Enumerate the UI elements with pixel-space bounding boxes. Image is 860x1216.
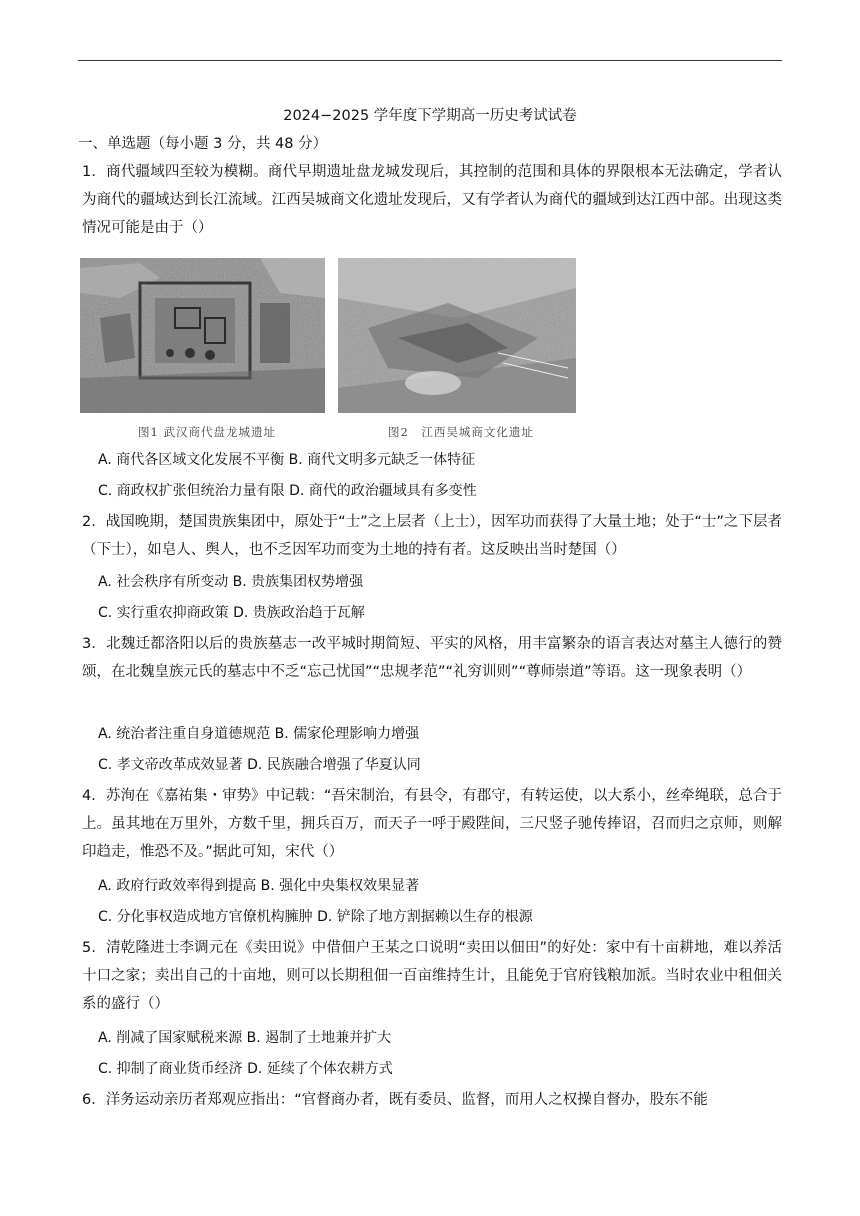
section-heading: 一、单选题（每小题 3 分，共 48 分） xyxy=(78,136,328,152)
question-number: 3． xyxy=(82,636,107,652)
question-5-options-cd: C. 抑制了商业货币经济 D. 延续了个体农耕方式 xyxy=(98,1061,393,1077)
question-5 xyxy=(82,934,782,1018)
figure-group xyxy=(80,258,580,444)
header-rule xyxy=(78,60,782,61)
question-1-options-cd: C. 商政权扩张但统治力量有限 D. 商代的政治疆域具有多变性 xyxy=(98,483,477,499)
question-stem: 商代疆域四至较为模糊。商代早期遗址盘龙城发现后，其控制的范围和具体的界限根本无法确定，学者认为商代的疆域达到长江流域。江西吴城商文化遗址发现后，又有学者认为商代的疆域到达江西中部。出现这类情况可能是由于（） xyxy=(82,164,782,236)
question-stem: 北魏迁都洛阳以后的贵族墓志一改平城时期简短、平实的风格，用丰富繁杂的语言表达对墓主人德行的赞颂，在北魏皇族元氏的墓志中不乏“忘己忧国”“忠规孝范”“礼穷训则”“尊师崇道”等语。这一现象表明（） xyxy=(82,636,782,680)
question-3-options-ab: A. 统治者注重自身道德规范 B. 儒家伦理影响力增强 xyxy=(98,726,420,742)
exam-title: 2024−2025 学年度下学期高一历史考试试卷 xyxy=(283,108,577,124)
question-1-options-ab: A. 商代各区域文化发展不平衡 B. 商代文明多元缺乏一体特征 xyxy=(98,452,476,468)
question-3 xyxy=(82,630,782,686)
question-2-options-ab: A. 社会秩序有所变动 B. 贵族集团权势增强 xyxy=(98,574,364,590)
question-number: 4． xyxy=(82,788,106,804)
question-stem: 战国晚期，楚国贵族集团中，原处于“士”之上层者（上士），因军功而获得了大量土地；处于“士”之下层者（下士），如皂人、舆人，也不乏因军功而变为土地的持有者。这反映出当时楚国（） xyxy=(82,514,782,558)
wucheng-site-photo xyxy=(338,258,576,413)
question-stem: 清乾隆进士李调元在《卖田说》中借佃户王某之口说明“卖田以佃田”的好处：家中有十亩耕地，难以养活十口之家；卖出自己的十亩地，则可以长期租佃一百亩维持生计，且能免于官府钱粮加派。当时农业中租佃关系的盛行（） xyxy=(82,940,782,1012)
question-number: 1． xyxy=(82,164,107,180)
question-2 xyxy=(82,508,782,564)
question-number: 5． xyxy=(82,940,107,956)
question-number: 2． xyxy=(82,514,106,530)
question-stem: 洋务运动亲历者郑观应指出：“官督商办者，既有委员、监督，而用人之权操自督办，股东不能 xyxy=(105,1092,708,1108)
question-stem: 苏洵在《嘉祐集・审势》中记载：“吾宋制治，有县令，有郡守，有转运使，以大系小，丝牵绳联，总合于上。虽其地在万里外，方数千里，拥兵百万，而天子一呼于殿陛间，三尺竖子驰传捧诏，召而归之京师，则解印趋走，惟恐不及。”据此可知，宋代（） xyxy=(82,788,782,860)
question-number: 6． xyxy=(82,1092,106,1108)
question-4-options-cd: C. 分化事权造成地方官僚机构臃肿 D. 铲除了地方割据赖以生存的根源 xyxy=(98,909,533,925)
question-4-options-ab: A. 政府行政效率得到提高 B. 强化中央集权效果显著 xyxy=(98,878,420,894)
question-2-options-cd: C. 实行重农抑商政策 D. 贵族政治趋于瓦解 xyxy=(98,605,365,621)
question-3-options-cd: C. 孝文帝改革成效显著 D. 民族融合增强了华夏认同 xyxy=(98,757,421,773)
question-5-options-ab: A. 削减了国家赋税来源 B. 遏制了土地兼并扩大 xyxy=(98,1030,392,1046)
panlongcheng-site-photo xyxy=(80,258,325,413)
figure-1-caption: 图1 武汉商代盘龙城遗址 xyxy=(138,425,276,439)
figure-2-caption: 图2 江西吴城商文化遗址 xyxy=(388,425,534,439)
question-4 xyxy=(82,782,782,866)
question-6 xyxy=(82,1086,782,1114)
question-1 xyxy=(82,158,782,242)
